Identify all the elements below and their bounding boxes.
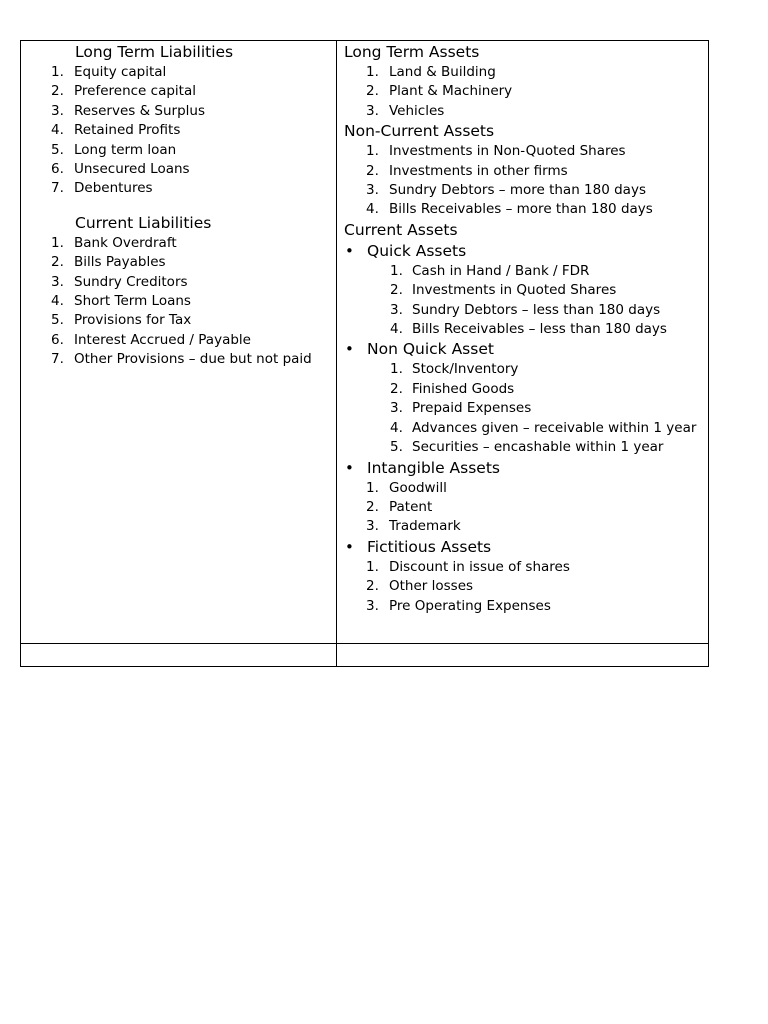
list-item [337, 438, 708, 457]
list-item-text: Advances given – receivable within 1 year [412, 419, 697, 436]
list-item-number: 3. [51, 102, 64, 119]
list-item-text: Provisions for Tax [74, 312, 192, 329]
list-item [337, 498, 708, 517]
list-item-number: 4. [366, 201, 379, 218]
list-item-text: Bills Receivables – more than 180 days [389, 201, 653, 218]
list-item-number: 5. [390, 439, 403, 456]
list-item [337, 320, 708, 339]
list-item [337, 360, 708, 379]
current-assets-heading: Current Assets [344, 220, 458, 239]
list-item-number: 1. [366, 143, 379, 160]
list-item-number: 4. [51, 122, 64, 139]
list-item-text: Stock/Inventory [412, 361, 519, 378]
list-item [337, 142, 708, 161]
list-item [337, 281, 708, 300]
non-current-assets-list [337, 142, 708, 220]
list-item-number: 3. [366, 182, 379, 199]
bullet-icon: • [345, 241, 354, 260]
liabilities-assets-table [20, 40, 709, 667]
list-item [337, 63, 708, 82]
fictitious-assets-label: Fictitious Assets [367, 537, 492, 556]
list-item-number: 5. [51, 312, 64, 329]
list-item [337, 399, 708, 418]
list-item-text: Other Provisions – due but not paid [74, 351, 312, 368]
intangible-assets-label: Intangible Assets [367, 458, 500, 477]
list-item-text: Retained Profits [74, 122, 181, 139]
list-item [21, 234, 336, 253]
list-item-number: 1. [366, 64, 379, 80]
long-term-assets-heading: Long Term Assets [344, 43, 480, 61]
intangible-assets-heading [337, 458, 708, 479]
bullet-icon: • [345, 458, 354, 477]
list-item-text: Equity capital [74, 64, 167, 80]
list-item-text: Preference capital [74, 83, 196, 100]
list-item-number: 1. [51, 64, 64, 80]
list-item-text: Goodwill [389, 479, 447, 496]
list-item [21, 311, 336, 330]
quick-assets-list [337, 262, 708, 340]
list-item-text: Pre Operating Expenses [389, 597, 551, 614]
list-item-text: Debentures [74, 180, 153, 197]
list-item [337, 597, 708, 616]
list-item-number: 3. [366, 597, 379, 614]
list-item [21, 292, 336, 311]
non-quick-asset-heading [337, 339, 708, 360]
list-item-number: 3. [366, 102, 379, 119]
intangible-assets-list [337, 479, 708, 537]
list-item-text: Investments in Quoted Shares [412, 282, 617, 299]
list-item-text: Sundry Creditors [74, 273, 188, 290]
list-item-number: 1. [366, 479, 379, 496]
list-item-text: Sundry Debtors – more than 180 days [389, 182, 646, 199]
bullet-icon: • [345, 537, 354, 556]
long-term-liabilities-list [21, 63, 336, 199]
list-item-text: Bank Overdraft [74, 234, 177, 251]
list-item [337, 479, 708, 498]
list-item-number: 1. [366, 558, 379, 575]
long-term-assets-list [337, 63, 708, 121]
list-item-number: 2. [51, 83, 64, 100]
list-item-number: 4. [390, 419, 403, 436]
list-item-text: Securities – encashable within 1 year [412, 439, 664, 456]
list-item-text: Finished Goods [412, 380, 515, 397]
list-item-number: 4. [51, 293, 64, 310]
empty-cell-right [337, 644, 709, 667]
list-item-number: 3. [51, 273, 64, 290]
table-row-empty [21, 644, 709, 667]
list-item [337, 162, 708, 181]
list-item [21, 331, 336, 350]
current-liabilities-list [21, 234, 336, 370]
list-item [337, 82, 708, 101]
list-item-number: 2. [366, 578, 379, 595]
list-item [21, 141, 336, 160]
list-item [337, 517, 708, 536]
list-item [337, 262, 708, 281]
list-item-text: Investments in other firms [389, 162, 568, 179]
list-item-number: 4. [390, 321, 403, 338]
current-liabilities-heading: Current Liabilities [75, 213, 212, 232]
list-item-number: 1. [390, 262, 403, 279]
list-item [21, 121, 336, 140]
assets-cell [337, 41, 709, 644]
list-item [337, 181, 708, 200]
list-item [337, 380, 708, 399]
list-item-number: 2. [366, 162, 379, 179]
table-row-main [21, 41, 709, 644]
list-item-text: Land & Building [389, 64, 496, 80]
list-item-text: Cash in Hand / Bank / FDR [412, 262, 590, 279]
list-item [337, 577, 708, 596]
list-item [21, 82, 336, 101]
list-item [337, 419, 708, 438]
list-item-text: Short Term Loans [74, 293, 191, 310]
empty-cell-left [21, 644, 337, 667]
fictitious-assets-heading [337, 537, 708, 558]
list-item [21, 160, 336, 179]
list-item-number: 3. [366, 518, 379, 535]
list-item-number: 3. [390, 301, 403, 318]
list-item [21, 179, 336, 198]
liabilities-cell [21, 41, 337, 644]
bullet-icon: • [345, 340, 354, 359]
list-item-text: Bills Receivables – less than 180 days [412, 321, 667, 338]
list-item-number: 7. [51, 180, 64, 197]
list-item [21, 350, 336, 369]
long-term-liabilities-heading: Long Term Liabilities [75, 43, 234, 61]
list-item-number: 6. [51, 161, 64, 178]
list-item-text: Interest Accrued / Payable [74, 331, 251, 348]
non-current-assets-heading: Non-Current Assets [344, 122, 495, 141]
list-item-text: Sundry Debtors – less than 180 days [412, 301, 661, 318]
list-item-number: 7. [51, 351, 64, 368]
list-item-text: Trademark [389, 518, 461, 535]
list-item-number: 6. [51, 331, 64, 348]
list-item-text: Other losses [389, 578, 474, 595]
list-item-text: Plant & Machinery [389, 83, 513, 100]
list-item [337, 200, 708, 219]
list-item-number: 2. [51, 254, 64, 271]
list-item [337, 301, 708, 320]
list-item-text: Reserves & Surplus [74, 102, 205, 119]
non-quick-asset-label: Non Quick Asset [367, 340, 494, 359]
quick-assets-heading [337, 241, 708, 262]
list-item-number: 5. [51, 141, 64, 158]
list-item-text: Long term loan [74, 141, 177, 158]
list-item-number: 2. [390, 282, 403, 299]
fictitious-assets-list [337, 558, 708, 616]
list-item-text: Bills Payables [74, 254, 166, 271]
section-spacer [21, 199, 336, 213]
list-item-text: Vehicles [389, 102, 445, 119]
quick-assets-label: Quick Assets [367, 241, 467, 260]
list-item-text: Prepaid Expenses [412, 400, 532, 417]
list-item [337, 558, 708, 577]
list-item-text: Discount in issue of shares [389, 558, 570, 575]
list-item-number: 1. [390, 361, 403, 378]
list-item-number: 3. [390, 400, 403, 417]
list-item-text: Patent [389, 498, 433, 515]
list-item-text: Investments in Non-Quoted Shares [389, 143, 626, 160]
list-item-number: 2. [366, 498, 379, 515]
list-item-number: 2. [366, 83, 379, 100]
list-item [21, 63, 336, 82]
non-quick-asset-list [337, 360, 708, 457]
list-item-text: Unsecured Loans [74, 161, 190, 178]
list-item [21, 273, 336, 292]
list-item-number: 1. [51, 234, 64, 251]
list-item [337, 102, 708, 121]
list-item-number: 2. [390, 380, 403, 397]
list-item [21, 253, 336, 272]
list-item [21, 102, 336, 121]
